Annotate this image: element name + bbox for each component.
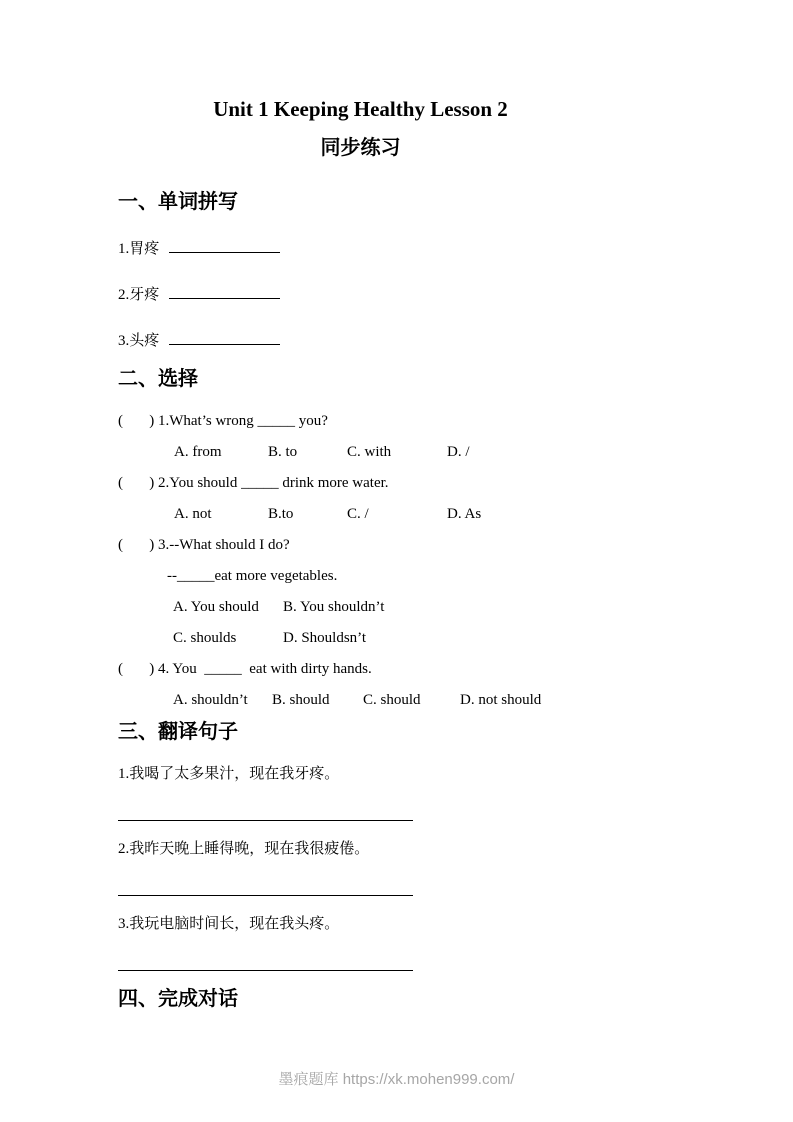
option-c: C. /	[347, 506, 369, 522]
section-3-heading: 三、翻译句子	[118, 721, 238, 743]
mc-question-3-options-row1	[118, 599, 603, 616]
option-c: C. with	[347, 444, 392, 460]
translate-sentence-3: 3.我玩电脑时间长，现在我头疼。	[118, 916, 340, 932]
mc-question-3-stem: ( ) 3.--What should I do?	[118, 537, 290, 553]
option-b: B. should	[272, 692, 330, 708]
option-c: C. should	[363, 692, 421, 708]
fill-item-label: 3.头疼	[118, 333, 160, 349]
fill-item-3	[118, 330, 603, 350]
mc-question-2-options	[118, 506, 603, 523]
option-b: B. to	[268, 444, 298, 460]
mc-question-4-options	[118, 692, 603, 709]
option-c: C. shoulds	[173, 630, 237, 646]
mc-question-1-options	[118, 444, 603, 461]
mc-question-4-stem: ( ) 4. You _____ eat with dirty hands.	[118, 661, 372, 677]
option-d: D. /	[447, 444, 470, 460]
fill-item-label: 2.牙疼	[118, 287, 160, 303]
option-d: D. not should	[460, 692, 542, 708]
answer-line	[118, 858, 413, 896]
answer-blank	[169, 284, 280, 299]
section-2-heading: 二、选择	[118, 368, 198, 390]
translate-sentence-1: 1.我喝了太多果汁，现在我牙疼。	[118, 766, 340, 782]
mc-question-2-stem: ( ) 2.You should _____ drink more water.	[118, 475, 389, 491]
section-4-heading: 四、完成对话	[118, 988, 238, 1010]
mc-question-1-stem: ( ) 1.What’s wrong _____ you?	[118, 413, 328, 429]
footer-credit: 墨痕题库 https://xk.mohen999.com/	[278, 1071, 515, 1088]
page-subtitle: 同步练习	[320, 137, 401, 159]
option-b: B. You shouldn’t	[283, 599, 385, 615]
option-b: B.to	[268, 506, 294, 522]
fill-item-1	[118, 238, 603, 258]
option-d: D. As	[447, 506, 482, 522]
section-1-heading: 一、单词拼写	[118, 191, 238, 213]
option-a: A. shouldn’t	[173, 692, 248, 708]
option-a: A. You should	[173, 599, 259, 615]
fill-item-label: 1.胃疼	[118, 241, 160, 257]
answer-line	[118, 933, 413, 971]
answer-blank	[169, 330, 280, 345]
page-title: Unit 1 Keeping Healthy Lesson 2	[213, 97, 508, 121]
translate-sentence-2: 2.我昨天晚上睡得晚，现在我很疲倦。	[118, 841, 370, 857]
answer-blank	[169, 238, 280, 253]
answer-line	[118, 783, 413, 821]
option-a: A. not	[174, 506, 212, 522]
fill-item-2	[118, 284, 603, 304]
mc-question-3-options-row2	[118, 630, 603, 647]
option-d: D. Shouldsn’t	[283, 630, 367, 646]
mc-question-3-stem-line2: --_____eat more vegetables.	[167, 568, 338, 584]
option-a: A. from	[174, 444, 222, 460]
